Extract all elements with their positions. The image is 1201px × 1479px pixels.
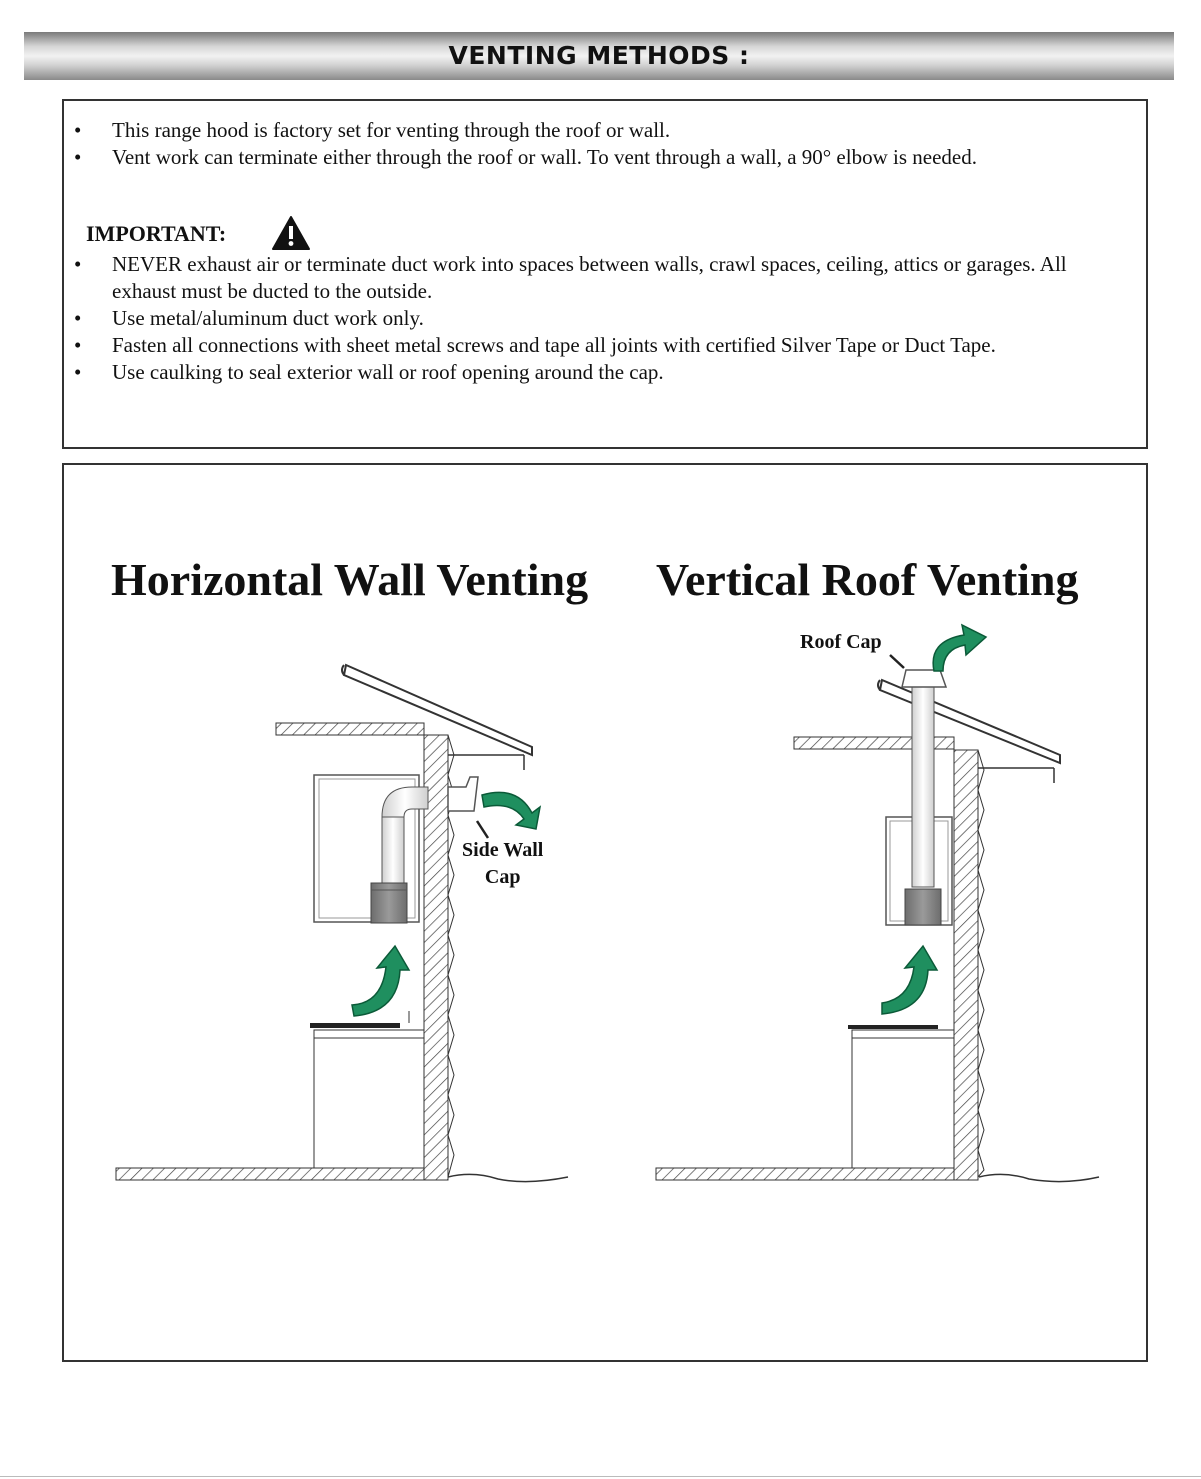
exhaust-arrow-icon — [482, 792, 540, 829]
bullet-item: • Use metal/aluminum duct work only. — [64, 305, 1146, 332]
bullet-item: • Fasten all connections with sheet metal screws and tape all joints with certified Silver Tape or Duct Tape. — [64, 332, 1146, 359]
intake-arrow-icon — [882, 946, 937, 1014]
exhaust-arrow-icon — [933, 625, 986, 671]
horizontal-venting-title: Horizontal Wall Venting — [111, 554, 589, 605]
bullet-item: • Vent work can terminate either through the roof or wall. To vent through a wall, a 90° elbow is needed. — [64, 144, 1146, 171]
important-bullet-list — [64, 251, 1146, 386]
venting-diagrams-box — [62, 463, 1148, 1362]
bullet-item: • Use caulking to seal exterior wall or roof opening around the cap. — [64, 359, 1146, 386]
important-label: IMPORTANT: — [86, 221, 227, 246]
bullet-item: • This range hood is factory set for venting through the roof or wall. — [64, 117, 1146, 144]
vertical-roof-scene — [656, 625, 1099, 1182]
section-title: VENTING METHODS : — [448, 41, 750, 70]
important-heading — [86, 221, 226, 247]
bullet-item: • NEVER exhaust air or terminate duct work into spaces between walls, crawl spaces, ceiling, attics or garages. All exhaust must be ducted to the outside. — [64, 251, 1146, 305]
venting-illustration — [64, 465, 1146, 1360]
instructions-box — [62, 99, 1148, 449]
section-header-banner — [24, 32, 1174, 80]
roof-cap-label: Roof Cap — [800, 631, 882, 653]
horizontal-wall-scene — [116, 665, 568, 1182]
page-footer-rule — [0, 1476, 1201, 1477]
vertical-venting-title: Vertical Roof Venting — [656, 554, 1079, 605]
general-bullet-list — [64, 117, 1146, 171]
warning-triangle-icon — [271, 215, 311, 251]
side-wall-cap-label: Side Wall Cap — [462, 839, 544, 888]
intake-arrow-icon — [352, 946, 409, 1016]
